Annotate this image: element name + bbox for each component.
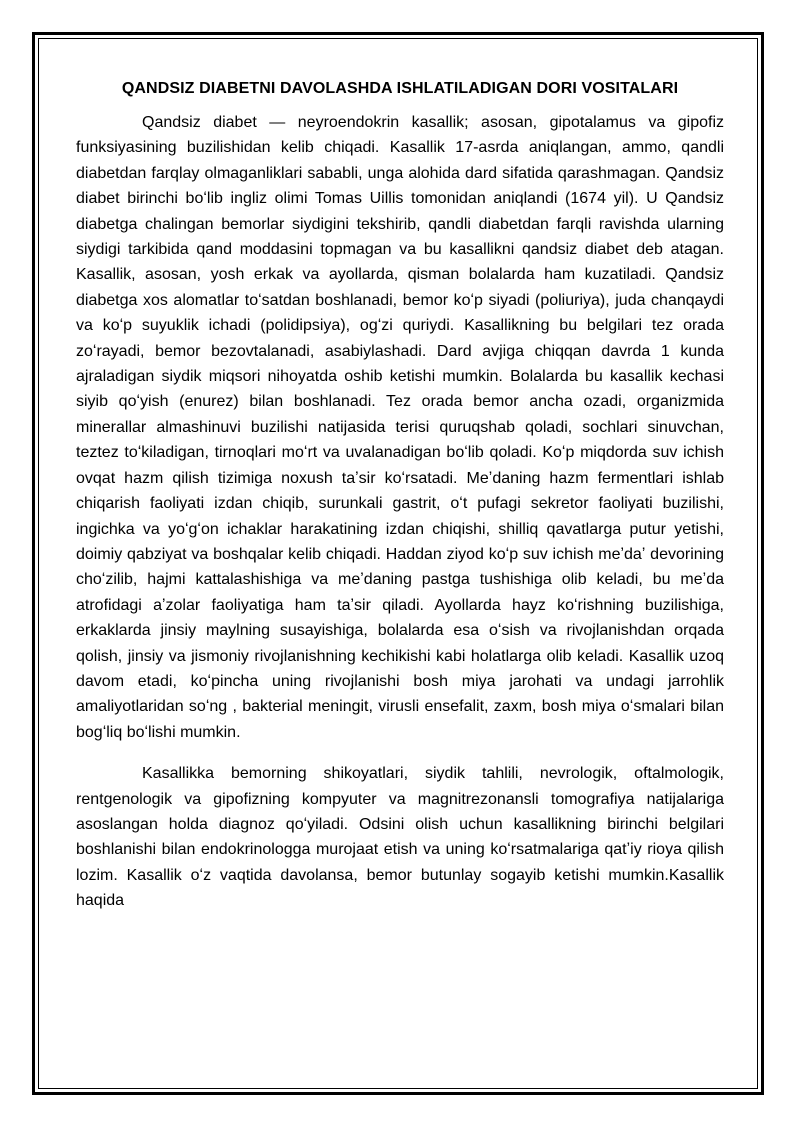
paragraph-2: Kasallikka bemorning shikoyatlari, siydik tahlili, nevrologik, oftalmologik, rentgenologik va gipofizning kompyuter va magnitrezonansli tomografiya natijalariga asoslangan holda diagnoz qoʻyiladi. Odsini olish uchun kasallikning birinchi belgilari boshlanishi bilan endokrinologga murojaat etish va uning koʻrsatmalariga qatʼiy rioya qilish lozim. Kasallik oʻz vaqtida davolansa, bemor butunlay sogayib ketishi mumkin.Kasallik haqida (76, 765, 724, 910)
document-body (76, 76, 724, 914)
document-title: QANDSIZ DIABETNI DAVOLASHDA ISHLATILADIGAN DORI VOSITALARI (121, 80, 679, 97)
paragraph-1: Qandsiz diabet — neyroendokrin kasallik; asosan, gipotalamus va gipofiz funksiyasining buzilishidan kelib chiqadi. Kasallik 17-asrda aniqlangan, ammo, qandli diabetdan farqlay olmaganliklari sababli, unga alohida dard sifatida qarashmagan. Qandsiz diabet birinchi boʻlib ingliz olimi Tomas Uillis tomonidan aniqlandi (1674 yil). U Qandsiz diabetga chalingan bemorlar siydigini tekshirib, qandli diabetdan farqli ravishda ularning siydigi tarkibida qand moddasini topmagan va bu kasallikni qandsiz diabet deb atagan. Kasallik, asosan, yosh erkak va ayollarda, qisman bolalarda ham kuzatiladi. Qandsiz diabetga xos alomatlar toʻsatdan boshlanadi, bemor koʻp siyadi (poliuriya), juda chanqaydi va koʻp suyuklik ichadi (polidipsiya), ogʻzi quriydi. Kasallikning bu belgilari tez orada zoʻrayadi, bemor bezovtalanadi, asabiylashadi. Dard avjiga chiqqan davrda 1 kunda ajraladigan siydik miqsori nihoyatda oshib ketishi mumkin. Bolalarda bu kasallik kechasi siyib qoʻyish (enurez) bilan boshlanadi. Tez orada bemor ancha ozadi, organizmida minerallar almashinuvi buzilishi natijasida terisi quruqshab qoladi, sochlari sinuvchan, teztez toʻkiladigan, tirnoqlari moʻrt va uvalanadigan boʻlib qoladi. Koʻp miqdorda suv ichish ovqat hazm qilish tizimiga noxush taʼsir koʻrsatadi. Meʼdaning hazm fermentlari ishlab chiqarish faoliyati izdan chiqib, surunkali gastrit, oʻt pufagi sekretor faoliyati buzilishi, ingichka va yoʻgʻon ichaklar harakatining izdan chiqishi, shilliq qavatlarga putur yetishi, doimiy qabziyat va boshqalar kelib chiqadi. Haddan ziyod koʻp suv ichish meʼdaʼ devorining choʻzilib, hajmi kattalashishiga va meʼdaning pastga tushishiga olib keladi, bu meʼda atrofidagi aʼzolar faoliyatiga ham taʼsir qiladi. Ayollarda hayz koʻrishning buzilishiga, erkaklarda jinsiy maylning susayishiga, bolalarda esa oʻsish va rivojlanishdan orqada qolish, jinsiy va jismoniy rivojlanishning kechikishi kabi holatlarga olib keladi. Kasallik uzoq davom etadi, koʻpincha uning rivojlanishi bosh miya jarohati va undagi jarrohlik amaliyotlaridan soʻng , bakterial meningit, virusli ensefalit, zaxm, bosh miya oʻsmalari bilan bogʻliq boʻlishi mumkin. (76, 114, 724, 741)
